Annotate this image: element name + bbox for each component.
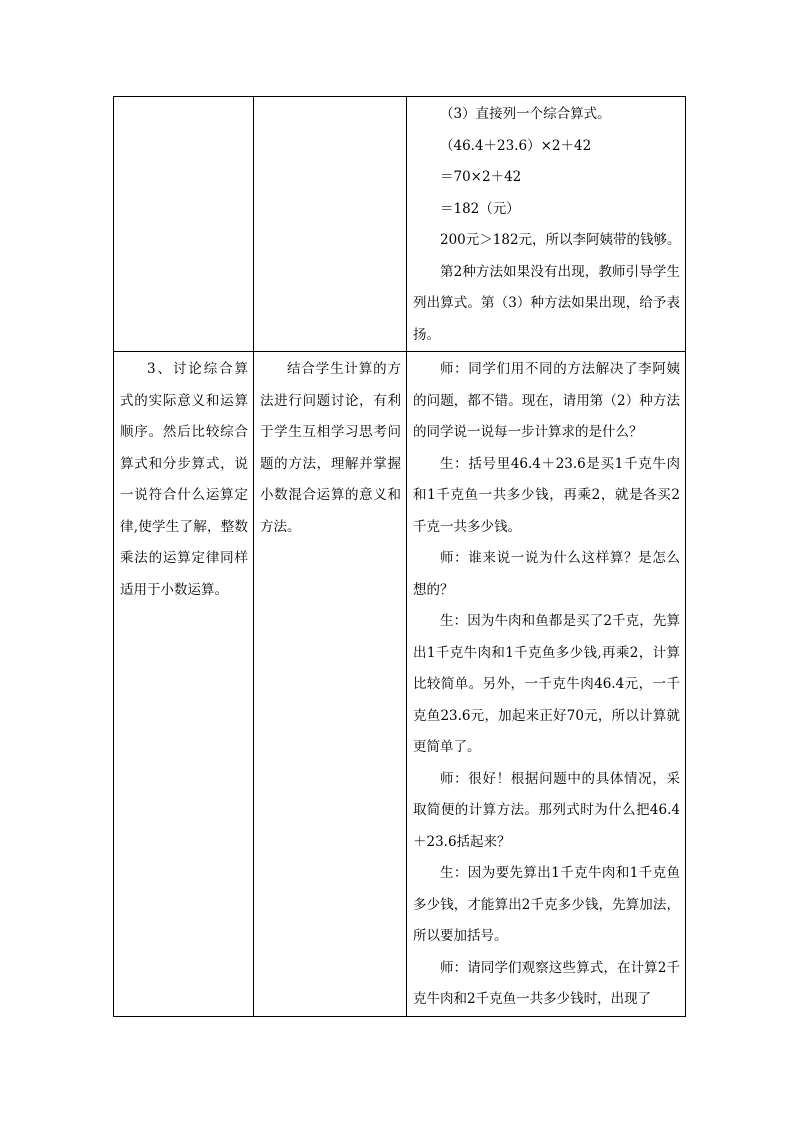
dialogue-line: 生：因为要先算出1千克牛肉和1千克鱼多少钱，才能算出2千克多少钱，先算加法，所以要加括号。 — [413, 865, 680, 944]
table-row — [114, 97, 686, 352]
dialogue-line: 生：因为牛肉和鱼都是买了2千克，先算出1千克牛肉和1千克鱼多少钱,再乘2，计算比较简单。另外，一千克牛肉46.4元，一千克鱼23.6元，加起来正好70元，所以计算就更简单了。 — [413, 613, 680, 755]
lesson-plan-table — [113, 96, 686, 1017]
activity-cell — [114, 97, 254, 352]
activity-cell — [114, 352, 254, 1017]
activity-text: 3、讨论综合算式的实际意义和运算顺序。然后比较综合算式和分步算式，说一说符合什么运算定律,使学生了解，整数乘法的运算定律同样适用于小数运算。 — [120, 361, 248, 598]
table-row — [114, 352, 686, 1017]
dialogue-line: 师：请同学们观察这些算式，在计算2千克牛肉和2千克鱼一共多少钱时，出现了 — [413, 959, 680, 1007]
dialogue-line: 生：括号里46.4＋23.6是买1千克牛肉和1千克鱼一共多少钱，再乘2，就是各买2千克一共多少钱。 — [413, 455, 680, 535]
formula-line: （46.4＋23.6）×2＋42 — [440, 137, 592, 154]
process-cell — [407, 97, 686, 352]
teacher-note: 第2种方法如果没有出现，教师引导学生列出算式。第（3）种方法如果出现，给予表扬。 — [413, 263, 680, 343]
formula-line: ＝70×2＋42 — [440, 169, 522, 185]
intent-text: 结合学生计算的方法进行问题讨论，有利于学生互相学习思考问题的方法，理解并掌握小数混合运算的意义和方法。 — [260, 361, 401, 535]
process-cell — [407, 352, 686, 1017]
dialogue-line: 师：谁来说一说为什么这样算？是怎么想的？ — [413, 550, 680, 598]
method3-title: （3）直接列一个综合算式。 — [440, 106, 611, 122]
conclusion-text: 200元＞182元，所以李阿姨带的钱够。 — [440, 232, 681, 248]
intent-cell — [254, 97, 407, 352]
formula-line: ＝182（元） — [440, 200, 520, 217]
intent-cell — [254, 352, 407, 1017]
dialogue-line: 师：同学们用不同的方法解决了李阿姨的问题，都不错。现在，请用第（2）种方法的同学说一说每一步计算求的是什么？ — [413, 361, 680, 440]
dialogue-line: 师：很好！根据问题中的具体情况，采取简便的计算方法。那列式时为什么把46.4＋23.6括起来？ — [413, 770, 680, 850]
